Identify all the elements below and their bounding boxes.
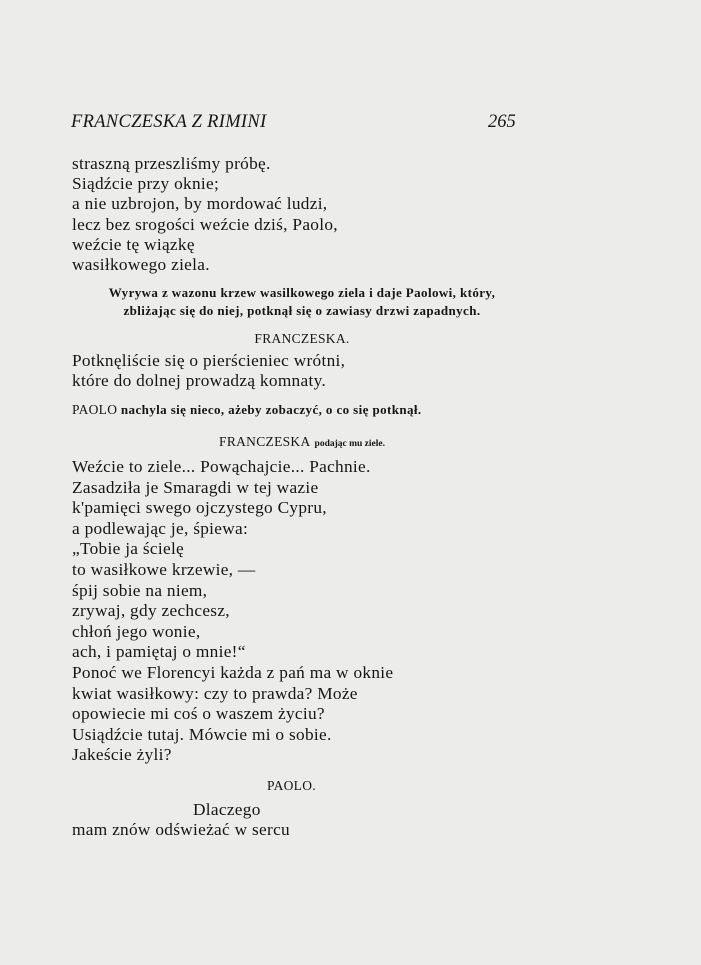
verse-line: weźcie tę wiązkę bbox=[72, 234, 195, 254]
page-number: 265 bbox=[488, 112, 516, 132]
verse-line: lecz bez srogości weźcie dziś, Paolo, bbox=[72, 214, 338, 234]
verse-line: straszną przeszliśmy próbę. bbox=[72, 154, 271, 173]
verse-line: a podlewając je, śpiewa: bbox=[72, 518, 249, 538]
direction-speaker: PAOLO bbox=[72, 402, 118, 417]
speaker-name: FRANCZESKA bbox=[219, 434, 311, 449]
verse-block-4 bbox=[72, 800, 290, 840]
verse-line: Zasadziła je Smaragdi w tej wazie bbox=[72, 477, 319, 497]
verse-line: Potknęliście się o pierścieniec wrótni, bbox=[72, 351, 346, 370]
verse-line: chłoń jego wonie, bbox=[72, 621, 201, 641]
verse-line: śpij sobie na niem, bbox=[72, 580, 208, 600]
verse-line: Siądźcie przy oknie; bbox=[72, 174, 220, 194]
speaker-heading-2 bbox=[72, 433, 532, 451]
verse-line: ach, i pamiętaj o mnie!“ bbox=[72, 642, 246, 662]
running-header-title: FRANCZESKA Z RIMINI bbox=[71, 112, 267, 132]
stage-direction-1 bbox=[72, 284, 532, 320]
verse-block-1 bbox=[72, 154, 338, 275]
speaker-name: FRANCZESKA. bbox=[254, 331, 350, 346]
verse-line: k'pamięci swego ojczystego Cypru, bbox=[72, 498, 327, 518]
verse-line: Jakeście żyli? bbox=[72, 745, 172, 765]
verse-line: Ponoć we Florencyi każda z pań ma w oknie bbox=[72, 662, 394, 682]
direction-line: zbliżając się do niej, potknął się o zawiasy drzwi zapadnych. bbox=[123, 303, 481, 318]
verse-block-3 bbox=[72, 457, 393, 766]
verse-line: mam znów odświeżać w sercu bbox=[72, 820, 290, 840]
verse-line: Dlaczego bbox=[193, 800, 261, 819]
verse-line: „Tobie ja ścielę bbox=[72, 539, 185, 559]
speaker-name: PAOLO. bbox=[267, 778, 316, 793]
verse-line: to wasiłkowe krzewie, — bbox=[72, 559, 256, 579]
verse-line: zrywaj, gdy zechcesz, bbox=[72, 601, 230, 621]
verse-line: które do dolnej prowadzą komnaty. bbox=[72, 371, 327, 391]
direction-text: nachyla się nieco, ażeby zobaczyć, o co się potknął. bbox=[120, 402, 422, 417]
speaker-note: podając mu ziele. bbox=[314, 439, 385, 449]
verse-line: wasiłkowego ziela. bbox=[72, 255, 210, 275]
verse-line: opowiecie mi coś o waszem życiu? bbox=[72, 704, 325, 724]
direction-line: Wyrywa z wazonu krzew wasilkowego ziela i daje Paolowi, który, bbox=[108, 285, 496, 300]
verse-line: a nie uzbrojon, by mordować ludzi, bbox=[72, 194, 328, 214]
verse-line: Weźcie to ziele... Powąchajcie... Pachnie. bbox=[72, 457, 371, 476]
verse-line: Usiądźcie tutaj. Mówcie mi o sobie. bbox=[72, 724, 332, 744]
stage-direction-2 bbox=[72, 401, 422, 419]
verse-line: kwiat wasiłkowy: czy to prawda? Może bbox=[72, 683, 358, 703]
verse-block-2 bbox=[72, 351, 345, 391]
